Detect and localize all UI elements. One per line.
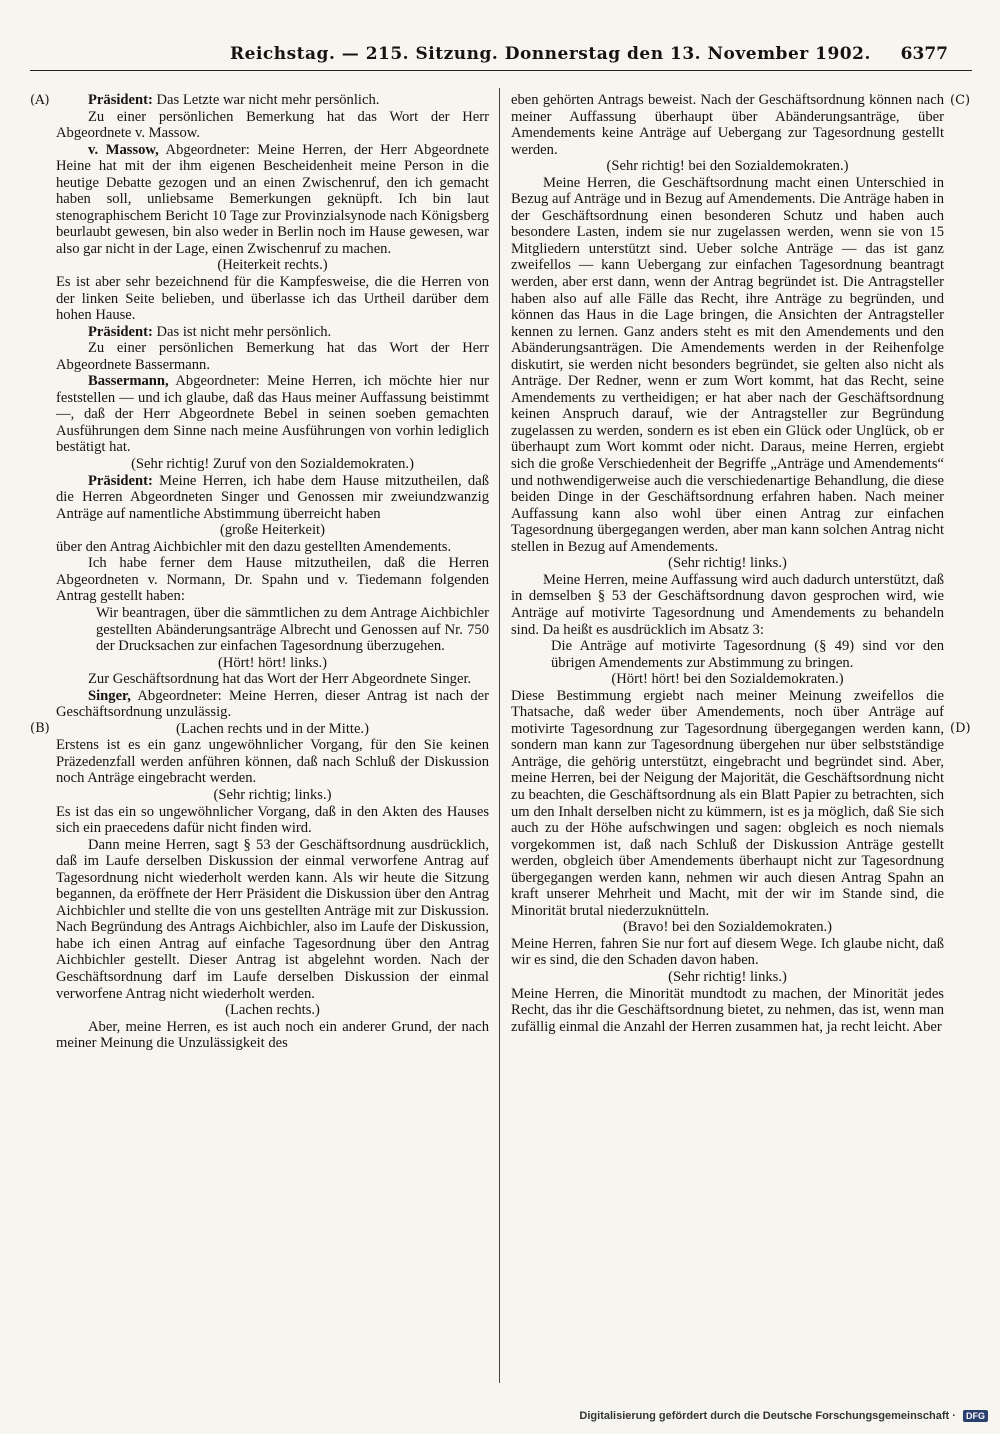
paragraph-text: eben gehörten Antrags beweist. Nach der Geschäftsordnung können nach meiner Auffassung überhaupt über Abänderungsanträge, über Amendements keine Anträge auf Uebergang zur Tagesordnung gestellt werden.: [511, 92, 944, 158]
paragraph-text: Meine Herren, die Minorität mundtodt zu machen, der Minorität jedes Recht, das ihr die Geschäftsordnung bietet, zu nehmen, das ist, wenn man zufällig einmal die Anzahl der Herren zusammen hat, ja recht leicht. Aber: [511, 985, 944, 1035]
paragraph-text: Das ist nicht mehr persönlich.: [152, 323, 332, 340]
paragraph-text: (Lachen rechts.): [225, 1002, 320, 1019]
margin-mark-a: (A): [30, 93, 50, 108]
paragraph: [96, 605, 489, 655]
paragraph: [511, 555, 944, 572]
paragraph: [511, 919, 944, 936]
paragraph: [56, 456, 489, 473]
paragraph: [56, 92, 489, 109]
paragraph-text: über den Antrag Aichbichler mit den dazu gestellten Amendements.: [56, 538, 452, 555]
margin-mark-b: (B): [30, 721, 50, 736]
paragraph-text: (Sehr richtig; links.): [213, 786, 332, 803]
paragraph: [56, 340, 489, 373]
paragraph: [511, 986, 944, 1036]
paragraph-text: (große Heiterkeit): [220, 522, 325, 539]
paragraph: [56, 787, 489, 804]
paragraph: [56, 721, 489, 738]
paragraph-text: Dann meine Herren, sagt § 53 der Geschäftsordnung ausdrücklich, daß im Laufe derselben Diskussion der einmal verworfene Antrag auf Tagesordnung nicht wiederholt werden kann. Als wir heute die Sitzung begannen, da eröffnete der Herr Präsident die Diskussion über den Antrag Aichbichler und stellte die von uns gestellten Anträge mit zur Diskussion. Nach Begründung des Antrags Aichbichler, also im Laufe der Diskussion, habe ich einen Antrag auf einfache Tagesordnung über den Antrag Aichbichler gestellt. Dieser Antrag ist abgelehnt worden. Nach der Geschäftsordnung darf im Laufe derselben Diskussion der einmal verworfene Antrag nicht wiederholt werden.: [56, 836, 489, 1002]
paragraph-text: (Bravo! bei den Sozialdemokraten.): [622, 919, 833, 936]
paragraph-text: Aber, meine Herren, es ist auch noch ein anderer Grund, der nach meiner Meinung die Unzulässigkeit des: [56, 1018, 489, 1052]
page-header: [0, 44, 1000, 70]
paragraph-text: Wir beantragen, über die sämmtlichen zu dem Antrage Aichbichler gestellten Abänderungsanträge Albrecht und Genossen auf Nr. 750 der Drucksachen zur einfachen Tagesordnung überzugehen.: [96, 604, 489, 655]
paragraph: [56, 274, 489, 324]
paragraph: [511, 688, 944, 920]
speaker-name: Präsident:: [88, 472, 153, 489]
page-number: 6377: [900, 44, 948, 64]
paragraph: [56, 804, 489, 837]
paragraph-text: (Sehr richtig! Zuruf von den Sozialdemokraten.): [131, 456, 414, 473]
paragraph: [56, 324, 489, 341]
margin-mark-d: (D): [950, 721, 971, 736]
paragraph: [56, 142, 489, 258]
paragraph-text: Abgeordneter: Meine Herren, ich möchte hier nur feststellen — und ich glaube, daß das Haus meiner Auffassung beistimmt —, daß der Herr Abgeordnete Bebel in seinen soeben gemachten Ausführungen dem Sinne nach meine Ausführungen von vorhin lediglich bestätigt hat.: [56, 373, 489, 456]
paragraph-text: Zu einer persönlichen Bemerkung hat das Wort der Herr Abgeordnete v. Massow.: [56, 108, 489, 142]
paragraph-text: (Sehr richtig! links.): [668, 555, 787, 572]
paragraph-text: Es ist das ein so ungewöhnlicher Vorgang, daß in den Akten des Hauses sich ein praecedens dafür nicht finden wird.: [56, 803, 489, 837]
paragraph-text: Es ist aber sehr bezeichnend für die Kampfesweise, die die Herren von der linken Seite belieben, und überlasse ich das Urtheil darüber dem hohen Hause.: [56, 274, 489, 324]
paragraph-text: Erstens ist es ein ganz ungewöhnlicher Vorgang, für den Sie keinen Präzedenzfall werden anführen können, daß nach Schluß der Diskussion noch Anträge eingebracht werden.: [56, 737, 489, 787]
paragraph: [56, 688, 489, 721]
margin-mark-c: (C): [950, 93, 971, 108]
paragraph-text: Meine Herren, die Geschäftsordnung macht einen Unterschied in Bezug auf Anträge und in Bezug auf Amendements. Die Anträge haben in der Geschäftsordnung einen besonderen Schutz und haben auch besondere Lasten, indem sie nur zugelassen werden, wenn sie von 15 Mitgliedern unterstützt sind. Ueber solche Anträge — das ist ganz zweifellos — kann Uebergang zur einfachen Tagesordnung beantragt werden, aber erst dann, wenn der Antrag begründet ist. Die Antragsteller haben also auf alle Fälle das Recht, ihre Anträge zu begründen, und können das Haus in die Lage bringen, die Ansichten der Antragsteller kennen zu lernen. Ganz anders steht es mit den Amendements und den Abänderungsanträgen. Die Amendements werden in der Reihenfolge diskutirt, sie werden nicht besonders begründet, sie gelten also nicht als Anträge. Der Redner, wenn er zum Wort kommt, hat das Recht, seine Amendements zu vertheidigen; er hat aber nach der Geschäftsordnung keinen Anspruch darauf, wie der Antragsteller zur Begründung zugelassen zu werden, sondern es ist eben ein Glück oder Unglück, ob er überhaupt zum Wort kommt oder nicht. Daraus, meine Herren, ergiebt sich die große Verschiedenheit der Begriffe „Anträge und Amendements“ und nothwendigerweise auch die verschiedenartige Behandlung, die diese beiden Dinge in der Geschäftsordnung erfahren haben. Nach meiner Auffassung kann also wohl über einen Antrag zur einfachen Tagesordnung übergegangen werden, aber man kann solchen Antrag nicht stellen in Bezug auf Amendements.: [511, 174, 944, 555]
paragraph: [56, 1019, 489, 1052]
footer-credit: [579, 1410, 988, 1422]
footer-text: Digitalisierung gefördert durch die Deutsche Forschungsgemeinschaft ·: [579, 1410, 956, 1422]
speaker-name: Bassermann,: [88, 373, 169, 390]
paragraph: [56, 109, 489, 142]
paragraph: [551, 638, 944, 671]
paragraph: [511, 158, 944, 175]
paragraph-text: Zu einer persönlichen Bemerkung hat das Wort der Herr Abgeordnete Bassermann.: [56, 340, 489, 373]
paragraph-text: (Hört! hört! links.): [217, 654, 328, 671]
paragraph: [56, 539, 489, 556]
paragraph-text: Meine Herren, ich habe dem Hause mitzutheilen, daß die Herren Abgeordneten Singer und Genossen mir zweiundzwanzig Anträge auf namentliche Abstimmung überreicht haben: [56, 472, 489, 522]
paragraph-text: (Sehr richtig! bei den Sozialdemokraten.): [606, 158, 849, 175]
paragraph: [56, 837, 489, 1002]
running-title: Reichstag. — 215. Sitzung. Donnerstag den 13. November 1902.: [230, 44, 871, 64]
paragraph-text: (Sehr richtig! links.): [668, 968, 787, 985]
paragraph: [56, 522, 489, 539]
header-rule: [30, 70, 972, 71]
paragraph-text: (Hört! hört! bei den Sozialdemokraten.): [611, 671, 844, 688]
paragraph: [56, 655, 489, 672]
paragraph-text: Abgeordneter: Meine Herren, der Herr Abgeordnete Heine hat mit der ihm eigenen Bescheidenheit meine Person in die heutige Debatte gezogen und an einen Zwischenruf, den ich gemacht haben soll, unliebsame Bemerkungen geknüpft. Ich bin laut stenographischem Bericht 10 Tage zur Provinzialsynode nach Königsberg beurlaubt gewesen, bin also weder in Berlin noch im Hause gewesen, war also gar nicht in der Lage, einen Zwischenruf zu machen.: [56, 141, 489, 257]
paragraph-text: Ich habe ferner dem Hause mitzutheilen, daß die Herren Abgeordneten v. Normann, Dr. Spahn und v. Tiedemann folgenden Antrag gestellt haben:: [56, 555, 489, 605]
paragraph: [511, 572, 944, 638]
paragraph-text: Die Anträge auf motivirte Tagesordnung (§ 49) sind vor den übrigen Amendements zur Abstimmung zu bringen.: [551, 638, 944, 671]
speaker-name: Präsident:: [88, 323, 153, 340]
paragraph-text: Abgeordneter: Meine Herren, dieser Antrag ist nach der Geschäftsordnung unzulässig.: [56, 687, 489, 721]
paragraph: [56, 257, 489, 274]
paragraph-text: Diese Bestimmung ergiebt nach meiner Meinung zweifellos die Thatsache, daß weder über Amendements, noch über Anträge auf motivirte Tagesordnung zur Tagesordnung übergegangen werden kann, sondern man kann zur Tagesordnung übergehen nur über selbstständige Anträge, die gehörig unterstützt, eingebracht und begründet sind. Aber, meine Herren, bei der Neigung der Majorität, die Geschäftsordnung nicht zu beachten, die Geschäftsordnung als ein Blatt Papier zu betrachten, sich um den Inhalt derselben nicht zu kümmern, ist es ja möglich, daß Sie sich auch zu der Höhe aufschwingen und sagen: obgleich es noch niemals vorgekommen ist, daß nach Schluß der Diskussion Anträge gestellt werden, obgleich über Amendements überhaupt nicht zur Tagesordnung übergegangen werden kann, nehmen wir auch diesen Antrag Spahn an kraft unserer Mehrheit und Macht, mit der wir im Stande sind, die Minorität brutal niederzuknütteln.: [511, 687, 944, 919]
paragraph: [511, 969, 944, 986]
paragraph: [56, 737, 489, 787]
paragraph: [56, 555, 489, 605]
speaker-name: v. Massow,: [88, 141, 159, 158]
speaker-name: Singer,: [88, 687, 131, 704]
paragraph: [511, 936, 944, 969]
paragraph: [511, 92, 944, 158]
paragraph-text: (Lachen rechts und in der Mitte.): [176, 720, 369, 737]
paragraph: [56, 373, 489, 456]
left-column: [56, 92, 489, 1052]
paragraph: [56, 473, 489, 523]
right-column: [511, 92, 944, 1035]
column-divider: [499, 88, 500, 1383]
paragraph: [56, 671, 489, 688]
dfg-logo: DFG: [963, 1410, 988, 1422]
paragraph-text: Das Letzte war nicht mehr persönlich.: [152, 92, 380, 108]
paragraph-text: Zur Geschäftsordnung hat das Wort der Herr Abgeordnete Singer.: [88, 671, 472, 688]
paragraph: [511, 175, 944, 556]
paragraph-text: Meine Herren, meine Auffassung wird auch dadurch unterstützt, daß in demselben § 53 der Geschäftsordnung davon gesprochen wird, wie Anträge auf motivirte Tagesordnung und Amendements zu behandeln sind. Da heißt es ausdrücklich im Absatz 3:: [511, 571, 944, 638]
paragraph: [56, 1002, 489, 1019]
speaker-name: Präsident:: [88, 92, 153, 108]
paragraph-text: (Heiterkeit rechts.): [217, 257, 328, 274]
paragraph: [511, 671, 944, 688]
paragraph-text: Meine Herren, fahren Sie nur fort auf diesem Wege. Ich glaube nicht, daß wir es sind, die den Schaden davon haben.: [511, 935, 944, 969]
